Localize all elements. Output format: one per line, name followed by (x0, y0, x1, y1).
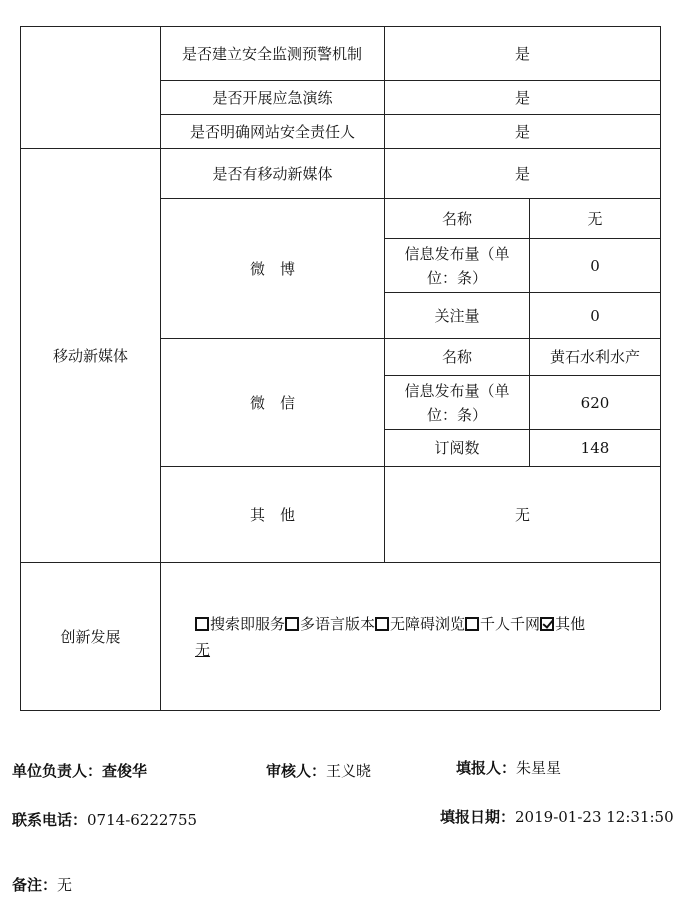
other-media-value: 无 (514, 505, 530, 524)
date-value: 2019-01-23 12:31:50 (515, 808, 674, 826)
weibo-name-value: 无 (587, 209, 603, 228)
option-multilingual[interactable]: 多语言版本 (285, 615, 375, 633)
reviewer-label: 审核人： (266, 762, 327, 780)
phone-label: 联系电话： (12, 811, 88, 829)
weixin-posts-value: 620 (580, 393, 610, 412)
unit-head (12, 760, 147, 781)
weixin-name-value: 黄石水利水产 (549, 348, 640, 366)
weixin-subscribers-label: 订阅数 (434, 439, 480, 457)
innovation-other-value: 无 (195, 641, 211, 659)
option-accessibility[interactable]: 无障碍浏览 (375, 615, 465, 633)
date-label: 填报日期： (440, 808, 516, 826)
filler (456, 757, 561, 778)
emergency-drill-label: 是否开展应急演练 (212, 88, 333, 107)
has-mobile-media-label: 是否有移动新媒体 (212, 164, 333, 183)
option-other[interactable]: 其他 (540, 615, 585, 633)
option-search-as-service[interactable]: 搜索即服务 (195, 615, 285, 633)
unchecked-box-icon[interactable] (375, 617, 389, 631)
other-media-label: 其 他 (249, 505, 295, 524)
security-owner-label: 是否明确网站安全责任人 (189, 122, 355, 141)
mobile-media-section-label: 移动新媒体 (52, 346, 128, 365)
checked-box-icon[interactable] (540, 617, 554, 631)
filler-name: 朱星星 (516, 759, 562, 777)
fill-date (440, 806, 674, 827)
weixin-name-label: 名称 (441, 348, 472, 366)
contact-phone (12, 809, 197, 830)
weixin-label: 微 信 (249, 393, 295, 412)
weibo-name-label: 名称 (441, 209, 472, 228)
weibo-followers-value: 0 (590, 306, 600, 325)
filler-label: 填报人： (456, 759, 517, 777)
option-personalized[interactable]: 千人千网 (465, 615, 540, 633)
security-owner-value: 是 (514, 122, 530, 141)
security-monitor-label: 是否建立安全监测预警机制 (181, 44, 362, 63)
has-mobile-media-value: 是 (514, 164, 530, 183)
weibo-label: 微 博 (249, 259, 295, 278)
innovation-options (195, 611, 657, 663)
reviewer-name: 王义晓 (326, 762, 372, 780)
unchecked-box-icon[interactable] (285, 617, 299, 631)
weixin-posts-label: 信息发布量（单位：条） (404, 381, 510, 424)
innovation-label: 创新发展 (60, 627, 121, 646)
weibo-followers-label: 关注量 (434, 306, 480, 325)
unit-head-label: 单位负责人： (12, 762, 103, 780)
reviewer (266, 760, 371, 781)
emergency-drill-value: 是 (514, 88, 530, 107)
weibo-posts-value: 0 (590, 256, 600, 275)
unit-head-name: 查俊华 (102, 762, 148, 780)
weibo-posts-label: 信息发布量（单位：条） (404, 244, 510, 287)
security-monitor-value: 是 (514, 44, 530, 63)
remark-label: 备注： (12, 876, 58, 894)
remark-value: 无 (57, 876, 73, 894)
unchecked-box-icon[interactable] (195, 617, 209, 631)
remark (12, 874, 72, 895)
weixin-subscribers-value: 148 (580, 439, 610, 457)
phone-value: 0714-6222755 (87, 811, 198, 829)
unchecked-box-icon[interactable] (465, 617, 479, 631)
